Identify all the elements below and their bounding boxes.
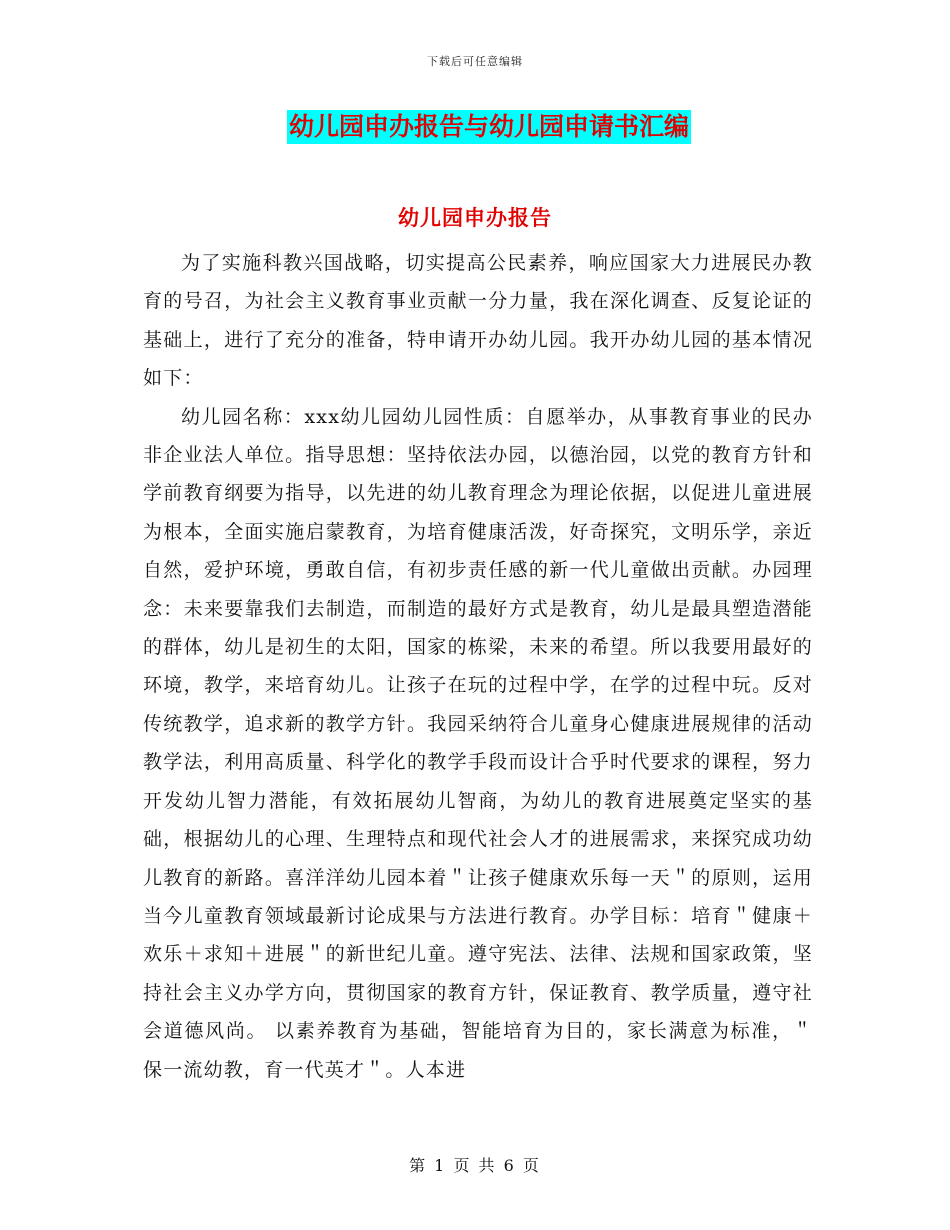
page-indicator: 第 1 页 共 6 页 (409, 1156, 541, 1175)
paragraph: 为了实施科教兴国战略，切实提高公民素养，响应国家大力进展民办教育的号召，为社会主义教育事业贡献一分力量，我在深化调查、反复论证的基础上，进行了充分的准备，特申请开办幼儿园。我开办幼儿园的基本情况如下： (143, 252, 813, 390)
main-title: 幼儿园申办报告与幼儿园申请书汇编 (287, 110, 691, 144)
body-text (143, 244, 813, 1089)
main-title-container (287, 110, 691, 144)
section-title: 幼儿园申办报告 (398, 205, 552, 230)
paragraph: 幼儿园名称：xxx幼儿园幼儿园性质：自愿举办，从事教育事业的民办非企业法人单位。指导思想：坚持依法办园，以德治园，以党的教育方针和学前教育纲要为指导，以先进的幼儿教育理念为理论依据，以促进儿童进展为根本，全面实施启蒙教育，为培育健康活泼，好奇探究，文明乐学，亲近自然，爱护环境，勇敢自信，有初步责任感的新一代儿童做出贡献。办园理念：未来要靠我们去制造，而制造的最好方式是教育，幼儿是最具塑造潜能的群体，幼儿是初生的太阳，国家的栋梁，未来的希望。所以我要用最好的环境，教学，来培育幼儿。让孩子在玩的过程中学，在学的过程中玩。反对传统教学，追求新的教学方针。我园采纳符合儿童身心健康进展规律的活动教学法，利用高质量、科学化的教学手段而设计合乎时代要求的课程，努力开发幼儿智力潜能，有效拓展幼儿智商，为幼儿的教育进展奠定坚实的基础，根据幼儿的心理、生理特点和现代社会人才的进展需求，来探究成功幼儿教育的新路。喜洋洋幼儿园本着＂让孩子健康欢乐每一天＂的原则，运用当今儿童教育领域最新讨论成果与方法进行教育。办学目标：培育＂健康＋欢乐＋求知＋进展＂的新世纪儿童。遵守宪法、法律、法规和国家政策，坚持社会主义办学方向，贯彻国家的教育方针，保证教育、教学质量，遵守社会道德风尚。 以素养教育为基础，智能培育为目的，家长满意为标准，＂保一流幼教，育一代英才＂。人本进 (143, 405, 813, 1081)
header-note: 下载后可任意编辑 (427, 55, 523, 68)
